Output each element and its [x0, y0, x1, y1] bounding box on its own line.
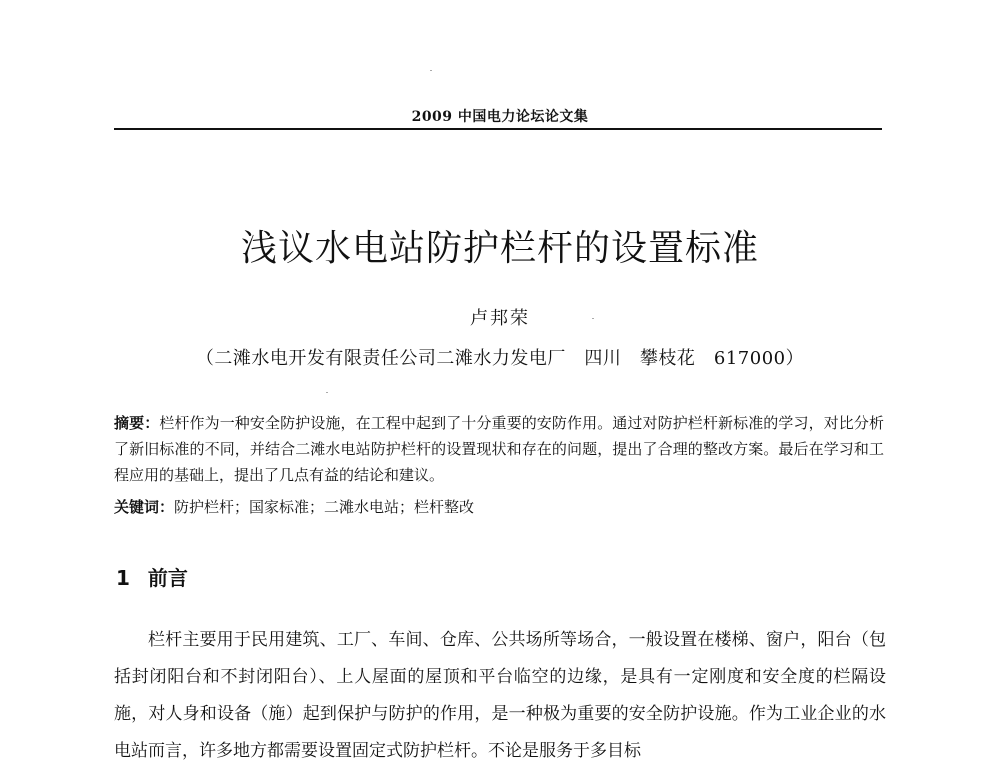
keywords-label: 关键词：: [114, 498, 175, 516]
running-header: 2009 中国电力论坛论文集: [411, 109, 589, 125]
abstract-label: 摘要：: [114, 414, 160, 432]
abstract: [114, 410, 884, 488]
author-affiliation: （二滩水电开发有限责任公司二滩水力发电厂 四川 攀枝花 617000）: [195, 348, 805, 369]
scan-speck: [592, 318, 594, 319]
keywords: [114, 494, 884, 520]
body-paragraph: 栏杆主要用于民用建筑、工厂、车间、仓库、公共场所等场合，一般设置在楼梯、窗户，阳台（包括封闭阳台和不封闭阳台）、上人屋面的屋顶和平台临空的边缘，是具有一定刚度和安全度的栏隔设施，对人身和设备（施）起到保护与防护的作用，是一种极为重要的安全防护设施。作为工业企业的水电站而言，许多地方都需要设置固定式防护栏杆。不论是服务于多目标: [114, 630, 886, 761]
scan-speck: [430, 70, 432, 71]
scan-speck: [326, 392, 328, 393]
section-heading: [116, 562, 188, 591]
section-body: [114, 622, 886, 770]
section-number: 1: [116, 566, 130, 590]
header-rule: [114, 128, 882, 130]
paper-title: 浅议水电站防护栏杆的设置标准: [240, 228, 759, 269]
author-name: 卢邦荣: [470, 308, 530, 329]
abstract-text: 栏杆作为一种安全防护设施，在工程中起到了十分重要的安防作用。通过对防护栏杆新标准的学习，对比分析了新旧标准的不同，并结合二滩水电站防护栏杆的设置现状和存在的问题，提出了合理的整改方案。最后在学习和工程应用的基础上，提出了几点有益的结论和建议。: [114, 414, 884, 484]
keywords-text: 防护栏杆；国家标准；二滩水电站；栏杆整改: [174, 498, 475, 516]
section-title: 前言: [147, 566, 188, 590]
